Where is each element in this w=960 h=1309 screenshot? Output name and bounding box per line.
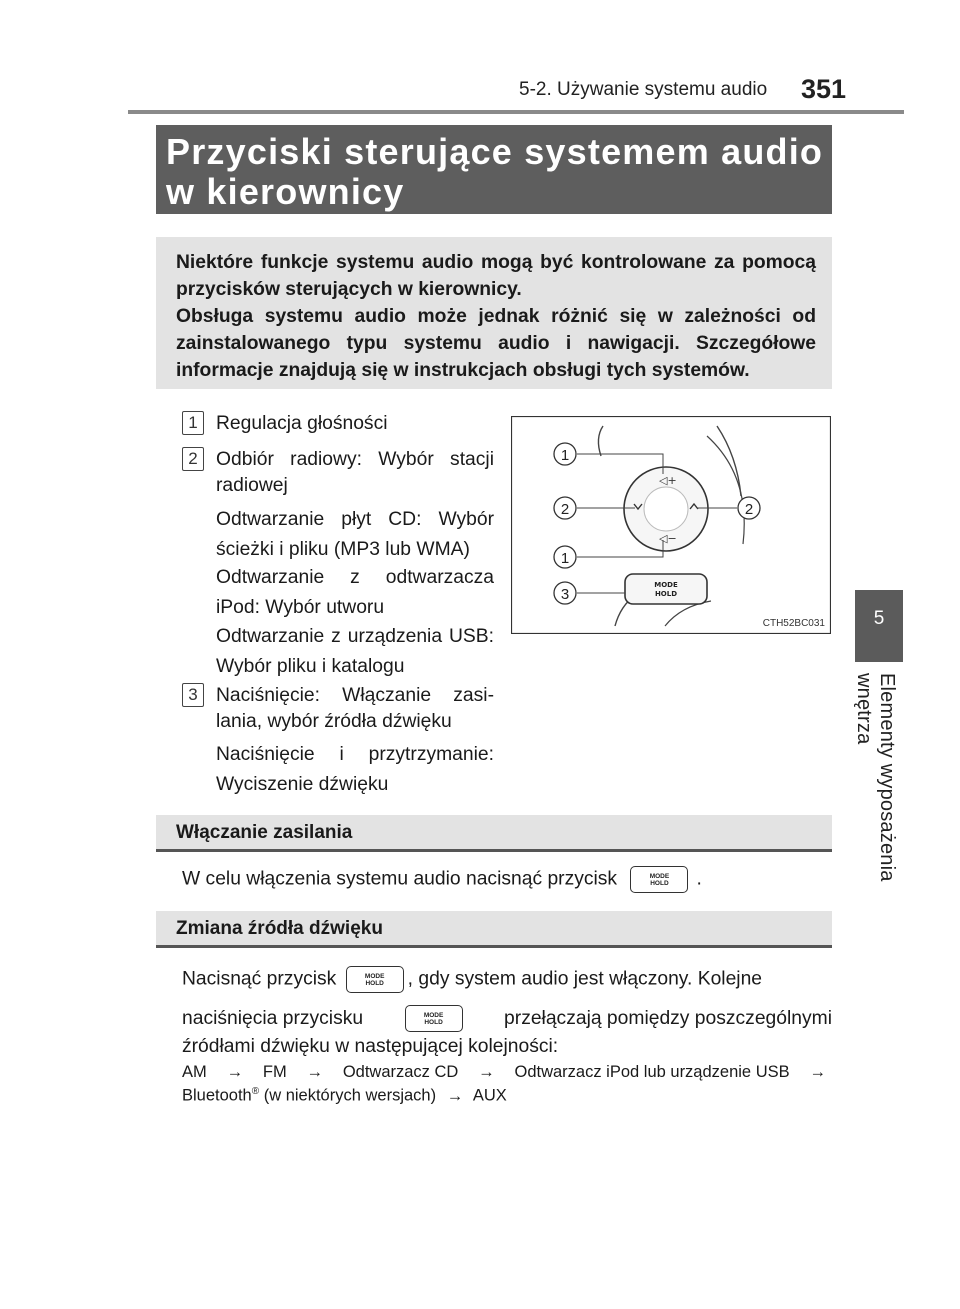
chapter-number: 5 — [873, 608, 885, 629]
item-2-text-ipod: Odtwarzanie z odtwarzacza iPod: Wybór utworu — [216, 567, 494, 618]
callout-label: 1 — [560, 550, 570, 567]
mode-button — [625, 574, 707, 604]
power-instruction — [182, 866, 822, 893]
sequence-am: AM — [182, 1063, 207, 1081]
mode-icon-label-bottom: HOLD — [365, 980, 384, 987]
mode-icon-label-top: MODE — [364, 973, 385, 980]
mode-button-icon — [346, 966, 404, 993]
callout-label: 2 — [744, 501, 754, 518]
mode-icon-label-bottom: HOLD — [650, 880, 669, 887]
item-number-2: 2 — [182, 447, 204, 471]
item-1-text: Regulacja głośności — [216, 413, 388, 434]
arrow-icon: → — [306, 1063, 324, 1081]
source-line-1-end: , gdy system audio jest włączony. Kolejne — [407, 968, 763, 990]
source-sequence-line-2 — [182, 1086, 832, 1106]
item-3-text-hold: Naciśnięcie i przytrzymanie: Wyciszenie dźwięku — [216, 744, 494, 795]
section-power-title: Włączanie zasilania — [176, 822, 353, 843]
mode-button-label-bottom: HOLD — [654, 590, 678, 598]
callout-label: 2 — [560, 501, 570, 518]
sequence-bluetooth: Bluetooth — [182, 1086, 252, 1105]
page-number: 351 — [801, 74, 847, 104]
sequence-cd: Odtwarzacz CD — [342, 1063, 459, 1081]
item-number-3: 3 — [182, 683, 204, 707]
item-2-text-radio: Odbiór radiowy: Wybór stacji radiowej — [216, 449, 494, 496]
steering-controls-illustration — [511, 416, 831, 634]
arrow-icon: → — [446, 1086, 464, 1105]
power-text: W celu włączenia systemu audio nacisnąć przycisk — [182, 868, 618, 890]
registered-mark: ® — [251, 1086, 260, 1097]
page-title-line-2: w kierownicy — [166, 171, 405, 212]
intro-text — [176, 249, 816, 384]
volume-down-icon: ◁− — [659, 532, 677, 545]
callout-label: 1 — [560, 447, 570, 464]
arrow-icon: → — [809, 1063, 826, 1081]
source-line-2-start: naciśnięcia przycisku — [182, 1007, 364, 1029]
intro-paragraph-1: Niektóre funkcje systemu audio mogą być kontrolowane za pomocą przycisków sterujących w kierownicy. — [176, 252, 816, 300]
item-3-text-press: Naciśnięcie: Włączanie zasi-lania, wybór źródła dźwięku — [216, 685, 494, 732]
mode-icon-label-bottom: HOLD — [424, 1019, 443, 1026]
source-line-2-end: przełączają pomiędzy poszczególnymi — [504, 1007, 832, 1029]
intro-paragraph-2: Obsługa systemu audio może jednak różnić się w zależności od zainstalowanego typu systemu audio i nawigacji. Szczegółowe informacje znajdują się w instrukcjach obsługi tych systemów. — [176, 306, 816, 381]
callout-label: 3 — [560, 586, 570, 603]
header-rule — [128, 110, 904, 114]
mode-button-icon — [630, 866, 688, 893]
source-line-1 — [182, 966, 832, 993]
source-line-2 — [182, 1005, 832, 1032]
chapter-label: Elementy wyposażenia wnętrza — [853, 673, 898, 882]
sequence-ipod-usb: Odtwarzacz iPod lub urządzenie USB — [514, 1063, 790, 1081]
section-header: 5-2. Używanie systemu audio — [519, 79, 768, 100]
item-2-text-usb: Odtwarzanie z urządzenia USB: Wybór pliku i katalogu — [216, 626, 494, 677]
mode-button-icon — [405, 1005, 463, 1032]
power-text-end: . — [696, 868, 702, 890]
mode-icon-label-top: MODE — [423, 1012, 444, 1019]
steering-controls-figure — [511, 416, 831, 634]
mode-icon-label-top: MODE — [649, 873, 670, 880]
figure-code: CTH52BC031 — [762, 618, 825, 629]
sequence-fm: FM — [262, 1063, 287, 1081]
arrow-icon: → — [226, 1063, 244, 1081]
mode-button-label-top: MODE — [654, 581, 678, 589]
item-number-1: 1 — [182, 411, 204, 435]
arrow-icon: → — [478, 1063, 495, 1081]
control-pad-center — [644, 487, 688, 531]
sequence-bluetooth-note: (w niektórych wersjach) — [263, 1086, 437, 1105]
volume-up-icon: ◁+ — [659, 474, 677, 487]
sequence-aux: AUX — [472, 1086, 507, 1105]
page-title-line-1: Przyciski sterujące systemem audio — [166, 131, 824, 172]
section-source-title: Zmiana źródła dźwięku — [176, 918, 383, 939]
source-sequence-line-1 — [182, 1063, 832, 1082]
source-line-3: źródłami dźwięku w następującej kolejności: — [182, 1036, 559, 1057]
item-2-text-cd: Odtwarzanie płyt CD: Wybór ścieżki i pliku (MP3 lub WMA) — [216, 509, 494, 560]
page-title — [166, 132, 826, 212]
source-line-1-start: Nacisnąć przycisk — [182, 968, 337, 990]
